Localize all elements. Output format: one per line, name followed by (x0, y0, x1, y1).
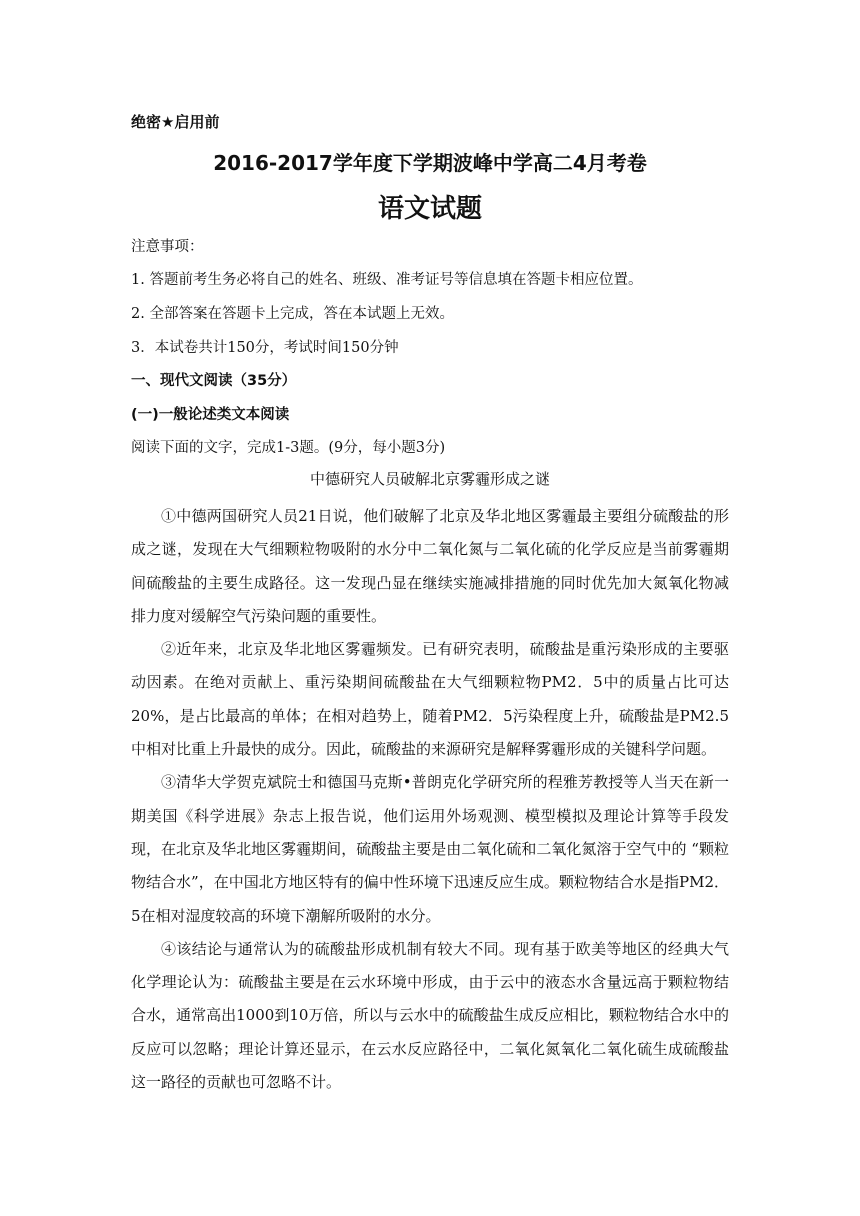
article-paragraph-1: ①中德两国研究人员21日说，他们破解了北京及华北地区雾霾最主要组分硫酸盐的形成之谜，发现在大气细颗粒物吸附的水分中二氧化氮与二氧化硫的化学反应是当前雾霾期间硫酸盐的主要生成路径。这一发现凸显在继续实施减排措施的同时优先加大氮氧化物减排力度对缓解空气污染问题的重要性。 (131, 507, 729, 625)
notice-item-2: 2. 全部答案在答题卡上完成，答在本试题上无效。 (131, 306, 454, 322)
article-paragraph-2: ②近年来，北京及华北地区雾霾频发。已有研究表明，硫酸盐是重污染形成的主要驱动因素。在绝对贡献上、重污染期间硫酸盐在大气细颗粒物PM2．5中的质量占比可达20%，是占比最高的单体；在相对趋势上，随着PM2．5污染程度上升，硫酸盐是PM2.5中相对比重上升最快的成分。因此，硫酸盐的来源研究是解释雾霾形成的关键科学问题。 (131, 640, 729, 759)
notice-heading: 注意事项： (131, 239, 204, 255)
exam-title: 2016-2017学年度下学期波峰中学高二4月考卷 (213, 151, 647, 175)
article-title: 中德研究人员破解北京雾霾形成之谜 (309, 470, 550, 488)
section-instruction: 阅读下面的文字，完成1-3题。(9分，每小题3分) (131, 440, 446, 456)
notice-item-3: 3．本试卷共计150分，考试时间150分钟 (131, 340, 399, 356)
article-paragraph-3: ③清华大学贺克斌院士和德国马克斯•普朗克化学研究所的程雅芳教授等人当天在新一期美国《科学进展》杂志上报告说，他们运用外场观测、模型模拟及理论计算等手段发现，在北京及华北地区雾霾期间，硫酸盐主要是由二氧化硫和二氧化氮溶于空气中的 “颗粒物结合水”，在中国北方地区特有的偏中性环境下迅速反应生成。颗粒物结合水是指PM2．5在相对湿度较高的环境下潮解所吸附的水分。 (131, 773, 729, 925)
article-paragraph-4: ④该结论与通常认为的硫酸盐形成机制有较大不同。现有基于欧美等地区的经典大气化学理论认为：硫酸盐主要是在云水环境中形成，由于云中的液态水含量远高于颗粒物结合水，通常高出1000到10万倍，所以与云水中的硫酸盐生成反应相比，颗粒物结合水中的反应可以忽略；理论计算还显示，在云水反应路径中，二氧化氮氧化二氧化硫生成硫酸盐这一路径的贡献也可忽略不计。 (131, 939, 729, 1092)
notice-item-1: 1. 答题前考生务必将自己的姓名、班级、准考证号等信息填在答题卡相应位置。 (131, 272, 643, 288)
section-heading: 一、现代文阅读（35分） (131, 373, 297, 389)
secret-mark: 绝密★启用前 (131, 113, 220, 131)
subject-title: 语文试题 (377, 194, 482, 224)
section-subheading: (一)一般论述类文本阅读 (131, 407, 290, 423)
article-body (131, 500, 729, 1099)
